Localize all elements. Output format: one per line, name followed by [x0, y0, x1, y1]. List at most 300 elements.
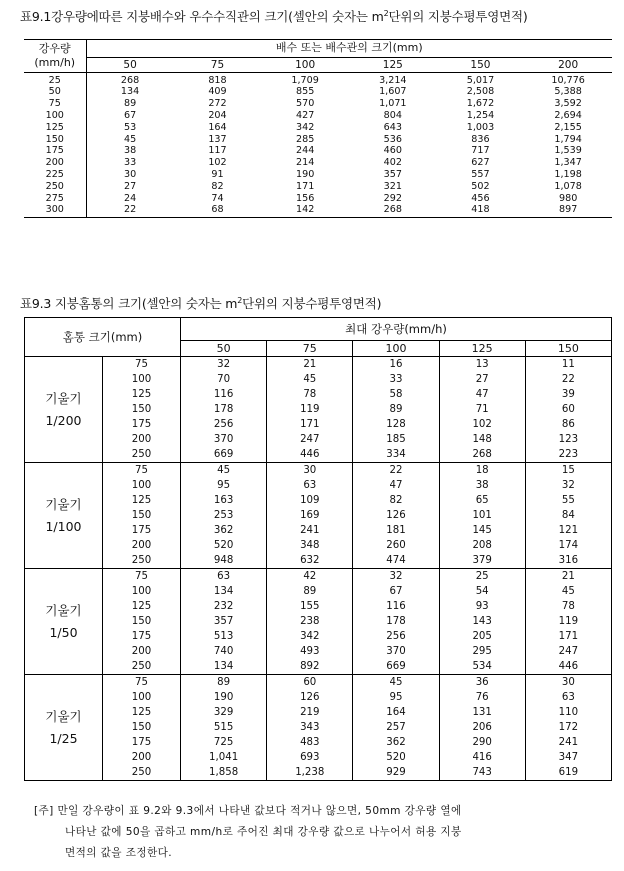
area-cell: 36 — [439, 675, 525, 691]
area-cell: 334 — [353, 447, 439, 463]
area-cell: 627 — [471, 157, 490, 169]
area-cell: 1,539 — [554, 145, 582, 157]
area-cell: 743 — [439, 765, 525, 781]
area-cell: 45 — [181, 463, 267, 479]
table-9-1-title: 표9.1강우량에따른 지붕배수와 우수수직관의 크기(셀안의 숫자는 $m^2$단위의 지붕수평투영면적) — [20, 8, 528, 24]
area-cell: 241 — [267, 523, 353, 538]
table-9-1 — [24, 39, 612, 218]
area-cell: 247 — [525, 644, 611, 659]
table-row — [25, 599, 612, 614]
gutter-size-cell: 175 — [103, 629, 181, 644]
gutter-size-cell: 175 — [103, 735, 181, 750]
area-cell: 91 — [211, 169, 224, 181]
area-cell: 272 — [208, 98, 227, 110]
area-cell: 164 — [208, 121, 227, 133]
area-cell: 456 — [471, 192, 490, 204]
area-cell: 205 — [439, 629, 525, 644]
area-cell: 45 — [525, 584, 611, 599]
area-cell: 145 — [439, 523, 525, 538]
rainfall-cell: 125 — [45, 121, 64, 133]
area-cell: 58 — [353, 387, 439, 402]
area-cell: 86 — [525, 417, 611, 432]
gutter-size-cell: 100 — [103, 584, 181, 599]
table-row — [24, 158, 612, 170]
area-cell: 460 — [383, 145, 402, 157]
area-cell: 214 — [295, 157, 315, 169]
area-cell: 557 — [471, 169, 490, 181]
gutter-size-cell: 125 — [103, 493, 181, 508]
area-cell: 219 — [267, 705, 353, 720]
area-cell: 70 — [181, 372, 267, 387]
area-cell: 123 — [525, 432, 611, 447]
area-cell: 119 — [267, 402, 353, 417]
slope-value: 1/25 — [49, 730, 78, 746]
area-cell: 89 — [353, 402, 439, 417]
pipe-size-100: 100 — [261, 58, 349, 73]
slope-label — [25, 675, 103, 781]
area-cell: 102 — [439, 417, 525, 432]
area-cell: 1,071 — [379, 98, 407, 110]
area-cell: 47 — [353, 478, 439, 493]
area-cell: 818 — [208, 74, 227, 86]
table-row — [25, 432, 612, 447]
area-cell: 570 — [295, 98, 315, 110]
table-row — [25, 614, 612, 629]
area-cell: 190 — [181, 690, 267, 705]
area-cell: 329 — [181, 705, 267, 720]
area-cell: 163 — [181, 493, 267, 508]
area-cell: 515 — [181, 720, 267, 735]
area-cell: 5,017 — [466, 74, 495, 86]
pipe-size-75: 75 — [174, 58, 262, 73]
area-cell: 89 — [86, 99, 174, 111]
area-cell: 82 — [211, 180, 224, 192]
area-cell: 342 — [295, 121, 315, 133]
rainfall-cell: 25 — [48, 74, 61, 86]
area-cell: 717 — [471, 145, 490, 157]
area-cell: 110 — [525, 705, 611, 720]
area-cell: 362 — [181, 523, 267, 538]
gutter-size-cell: 150 — [103, 508, 181, 523]
table-row — [25, 705, 612, 720]
area-cell: 1,709 — [291, 74, 319, 86]
area-cell: 534 — [439, 659, 525, 675]
area-cell: 60 — [267, 675, 353, 691]
gutter-size-cell: 100 — [103, 372, 181, 387]
area-cell: 16 — [353, 357, 439, 373]
area-cell: 418 — [471, 204, 490, 216]
area-cell: 134 — [86, 87, 174, 99]
area-cell: 78 — [267, 387, 353, 402]
table-row — [25, 387, 612, 402]
area-cell: 78 — [525, 599, 611, 614]
table-row — [25, 584, 612, 599]
area-cell: 38 — [86, 146, 174, 158]
table-row — [25, 690, 612, 705]
area-cell: 185 — [353, 432, 439, 447]
area-cell: 101 — [439, 508, 525, 523]
area-cell: 362 — [353, 735, 439, 750]
area-cell: 32 — [525, 478, 611, 493]
area-cell: 370 — [353, 644, 439, 659]
gutter-size-cell: 250 — [103, 553, 181, 569]
rainfall-cell: 250 — [45, 180, 64, 192]
area-cell: 247 — [267, 432, 353, 447]
area-cell: 268 — [86, 73, 174, 87]
rain-header: 강우량 (mm/h) — [24, 40, 86, 73]
area-cell: 643 — [383, 121, 402, 133]
table-row — [24, 73, 612, 87]
area-cell: 402 — [383, 157, 402, 169]
area-cell: 204 — [208, 110, 227, 122]
area-cell: 18 — [439, 463, 525, 479]
area-cell: 119 — [525, 614, 611, 629]
area-cell: 427 — [295, 110, 315, 122]
table-9-3-title: 표9.3 지붕홈통의 크기(셀안의 숫자는 $m^2$단위의 지붕수평투영면적) — [20, 295, 382, 311]
area-cell: 1,003 — [466, 121, 495, 133]
table-row — [25, 538, 612, 553]
area-cell: 156 — [295, 192, 315, 204]
area-cell: 316 — [525, 553, 611, 569]
area-cell: 30 — [267, 463, 353, 479]
area-cell: 53 — [86, 122, 174, 134]
area-cell: 32 — [353, 569, 439, 585]
area-cell: 520 — [353, 750, 439, 765]
rainfall-cell: 200 — [45, 157, 64, 169]
area-cell: 256 — [353, 629, 439, 644]
gutter-size-cell: 75 — [103, 463, 181, 479]
rainfall-100: 100 — [353, 341, 439, 357]
area-cell: 178 — [181, 402, 267, 417]
table-row — [25, 629, 612, 644]
area-cell: 206 — [439, 720, 525, 735]
pipe-size-150: 150 — [437, 58, 525, 73]
table-row — [25, 720, 612, 735]
area-cell: 76 — [439, 690, 525, 705]
area-cell: 95 — [181, 478, 267, 493]
area-cell: 30 — [86, 169, 174, 181]
slope-label-text: 기울기 — [45, 390, 82, 406]
area-cell: 116 — [353, 599, 439, 614]
area-cell: 174 — [525, 538, 611, 553]
area-cell: 347 — [525, 750, 611, 765]
table-row — [25, 478, 612, 493]
gutter-size-cell: 150 — [103, 614, 181, 629]
table-row — [25, 508, 612, 523]
slope-label — [25, 569, 103, 675]
area-cell: 93 — [439, 599, 525, 614]
table-row — [24, 110, 612, 122]
gutter-size-cell: 200 — [103, 432, 181, 447]
slope-label-text: 기울기 — [45, 496, 82, 512]
gutter-size-cell: 200 — [103, 644, 181, 659]
table-row — [24, 134, 612, 146]
area-cell: 27 — [439, 372, 525, 387]
area-cell: 121 — [525, 523, 611, 538]
slope-label — [25, 463, 103, 569]
gutter-size-cell: 75 — [103, 569, 181, 585]
gutter-size-cell: 250 — [103, 659, 181, 675]
area-cell: 253 — [181, 508, 267, 523]
area-cell: 348 — [267, 538, 353, 553]
area-cell: 38 — [439, 478, 525, 493]
area-cell: 295 — [439, 644, 525, 659]
area-cell: 84 — [525, 508, 611, 523]
area-cell: 148 — [439, 432, 525, 447]
rainfall-cell: 100 — [45, 110, 64, 122]
area-cell: 172 — [525, 720, 611, 735]
area-cell: 71 — [439, 402, 525, 417]
area-cell: 143 — [439, 614, 525, 629]
area-cell: 619 — [525, 765, 611, 781]
table-row — [25, 357, 612, 373]
slope-label — [25, 357, 103, 463]
gutter-size-cell: 250 — [103, 447, 181, 463]
area-cell: 67 — [86, 110, 174, 122]
area-cell: 67 — [353, 584, 439, 599]
table-row — [25, 553, 612, 569]
gutter-size-cell: 125 — [103, 599, 181, 614]
rainfall-75: 75 — [267, 341, 353, 357]
area-cell: 21 — [267, 357, 353, 373]
area-cell: 102 — [208, 157, 227, 169]
pipe-size-header: 배수 또는 배수관의 크기(mm) — [86, 40, 612, 58]
area-cell: 39 — [525, 387, 611, 402]
slope-label-text: 기울기 — [45, 602, 82, 618]
area-cell: 55 — [525, 493, 611, 508]
area-cell: 669 — [181, 447, 267, 463]
area-cell: 836 — [471, 133, 490, 145]
gutter-size-cell: 100 — [103, 478, 181, 493]
area-cell: 232 — [181, 599, 267, 614]
rainfall-cell: 300 — [45, 204, 64, 216]
table-row — [25, 735, 612, 750]
area-cell: 128 — [353, 417, 439, 432]
area-cell: 3,214 — [379, 74, 407, 86]
area-cell: 109 — [267, 493, 353, 508]
area-cell: 929 — [353, 765, 439, 781]
area-cell: 238 — [267, 614, 353, 629]
area-cell: 256 — [181, 417, 267, 432]
area-cell: 82 — [353, 493, 439, 508]
area-cell: 63 — [525, 690, 611, 705]
area-cell: 181 — [353, 523, 439, 538]
pipe-size-50: 50 — [86, 58, 174, 73]
table-row — [25, 675, 612, 691]
table-row — [24, 193, 612, 205]
rainfall-125: 125 — [439, 341, 525, 357]
table-row — [25, 523, 612, 538]
pipe-size-200: 200 — [524, 58, 612, 73]
slope-value: 1/200 — [45, 412, 82, 428]
area-cell: 740 — [181, 644, 267, 659]
area-cell: 190 — [295, 169, 315, 181]
table-row — [24, 146, 612, 158]
area-cell: 45 — [86, 134, 174, 146]
area-cell: 357 — [383, 169, 402, 181]
area-cell: 1,078 — [554, 180, 582, 192]
area-cell: 1,858 — [181, 765, 267, 781]
area-cell: 693 — [267, 750, 353, 765]
area-cell: 126 — [353, 508, 439, 523]
area-cell: 47 — [439, 387, 525, 402]
area-cell: 30 — [525, 675, 611, 691]
gutter-size-cell: 75 — [103, 675, 181, 691]
gutter-size-cell: 150 — [103, 720, 181, 735]
area-cell: 164 — [353, 705, 439, 720]
table-row — [24, 87, 612, 99]
table-9-3 — [24, 317, 612, 781]
area-cell: 171 — [267, 417, 353, 432]
rainfall-cell: 75 — [48, 98, 61, 110]
area-cell: 474 — [353, 553, 439, 569]
area-cell: 520 — [181, 538, 267, 553]
area-cell: 5,388 — [554, 86, 582, 98]
area-cell: 357 — [181, 614, 267, 629]
rainfall-cell: 175 — [45, 145, 64, 157]
area-cell: 134 — [181, 659, 267, 675]
gutter-size-cell: 125 — [103, 705, 181, 720]
area-cell: 244 — [295, 145, 315, 157]
area-cell: 13 — [439, 357, 525, 373]
area-cell: 42 — [267, 569, 353, 585]
table-row — [25, 750, 612, 765]
area-cell: 116 — [181, 387, 267, 402]
table-row — [25, 659, 612, 675]
area-cell: 45 — [267, 372, 353, 387]
area-cell: 45 — [353, 675, 439, 691]
area-cell: 15 — [525, 463, 611, 479]
area-cell: 260 — [353, 538, 439, 553]
area-cell: 1,607 — [379, 86, 407, 98]
area-cell: 126 — [267, 690, 353, 705]
footnote-line-3: 면적의 값을 조정한다. — [65, 847, 173, 859]
gutter-size-cell: 175 — [103, 417, 181, 432]
area-cell: 223 — [525, 447, 611, 463]
footnote-line-2: 나타난 값에 50을 곱하고 mm/h로 주어진 최대 강우량 값으로 나누어서 허용 지붕 — [65, 826, 462, 838]
area-cell: 33 — [353, 372, 439, 387]
area-cell: 11 — [525, 357, 611, 373]
area-cell: 285 — [295, 133, 315, 145]
area-cell: 2,155 — [554, 121, 582, 133]
table-row — [25, 372, 612, 387]
rainfall-cell: 275 — [45, 192, 64, 204]
table-row — [24, 205, 612, 217]
area-cell: 292 — [383, 192, 402, 204]
slope-value: 1/100 — [45, 518, 82, 534]
table-row — [24, 169, 612, 181]
area-cell: 483 — [267, 735, 353, 750]
table-row — [25, 765, 612, 781]
area-cell: 68 — [211, 204, 224, 216]
table-row — [24, 122, 612, 134]
area-cell: 171 — [295, 180, 315, 192]
slope-value: 1/50 — [49, 624, 78, 640]
area-cell: 446 — [267, 447, 353, 463]
area-cell: 416 — [439, 750, 525, 765]
gutter-size-cell: 75 — [103, 357, 181, 373]
area-cell: 137 — [208, 133, 227, 145]
area-cell: 63 — [267, 478, 353, 493]
table-row — [25, 463, 612, 479]
area-cell: 22 — [353, 463, 439, 479]
table-row — [25, 493, 612, 508]
area-cell: 142 — [295, 204, 315, 216]
gutter-size-header: 홈통 크기(mm) — [25, 318, 181, 357]
area-cell: 2,694 — [554, 110, 582, 122]
area-cell: 268 — [383, 204, 402, 216]
rainfall-cell: 150 — [45, 133, 64, 145]
area-cell: 268 — [439, 447, 525, 463]
area-cell: 370 — [181, 432, 267, 447]
area-cell: 74 — [211, 192, 224, 204]
area-cell: 725 — [181, 735, 267, 750]
area-cell: 25 — [439, 569, 525, 585]
gutter-size-cell: 175 — [103, 523, 181, 538]
gutter-size-cell: 200 — [103, 750, 181, 765]
area-cell: 804 — [383, 110, 402, 122]
area-cell: 10,776 — [551, 74, 585, 86]
area-cell: 178 — [353, 614, 439, 629]
table-row — [25, 402, 612, 417]
gutter-size-cell: 100 — [103, 690, 181, 705]
area-cell: 117 — [208, 145, 227, 157]
area-cell: 409 — [208, 86, 227, 98]
footnote — [34, 801, 614, 864]
area-cell: 241 — [525, 735, 611, 750]
table-row — [24, 181, 612, 193]
area-cell: 3,592 — [554, 98, 582, 110]
gutter-size-cell: 250 — [103, 765, 181, 781]
area-cell: 855 — [295, 86, 315, 98]
area-cell: 257 — [353, 720, 439, 735]
rainfall-50: 50 — [181, 341, 267, 357]
area-cell: 2,508 — [466, 86, 495, 98]
area-cell: 24 — [86, 193, 174, 205]
area-cell: 948 — [181, 553, 267, 569]
area-cell: 33 — [86, 158, 174, 170]
area-cell: 632 — [267, 553, 353, 569]
area-cell: 1,794 — [554, 133, 582, 145]
area-cell: 493 — [267, 644, 353, 659]
area-cell: 208 — [439, 538, 525, 553]
table-row — [25, 447, 612, 463]
area-cell: 379 — [439, 553, 525, 569]
slope-label-text: 기울기 — [45, 708, 82, 724]
area-cell: 980 — [558, 192, 578, 204]
area-cell: 155 — [267, 599, 353, 614]
gutter-size-cell: 125 — [103, 387, 181, 402]
area-cell: 290 — [439, 735, 525, 750]
area-cell: 536 — [383, 133, 402, 145]
area-cell: 21 — [525, 569, 611, 585]
table-row — [25, 417, 612, 432]
area-cell: 60 — [525, 402, 611, 417]
area-cell: 89 — [267, 584, 353, 599]
area-cell: 1,198 — [554, 169, 582, 181]
area-cell: 1,672 — [466, 98, 495, 110]
footnote-line-1: [주] 만일 강우량이 표 9.2와 9.3에서 나타낸 값보다 적거나 않으면, 50mm 강우량 열에 — [34, 805, 462, 817]
area-cell: 63 — [181, 569, 267, 585]
area-cell: 1,347 — [554, 157, 582, 169]
area-cell: 54 — [439, 584, 525, 599]
area-cell: 897 — [558, 204, 578, 216]
area-cell: 171 — [525, 629, 611, 644]
gutter-size-cell: 150 — [103, 402, 181, 417]
table-row — [24, 99, 612, 111]
area-cell: 321 — [383, 180, 402, 192]
rainfall-cell: 50 — [48, 86, 61, 98]
